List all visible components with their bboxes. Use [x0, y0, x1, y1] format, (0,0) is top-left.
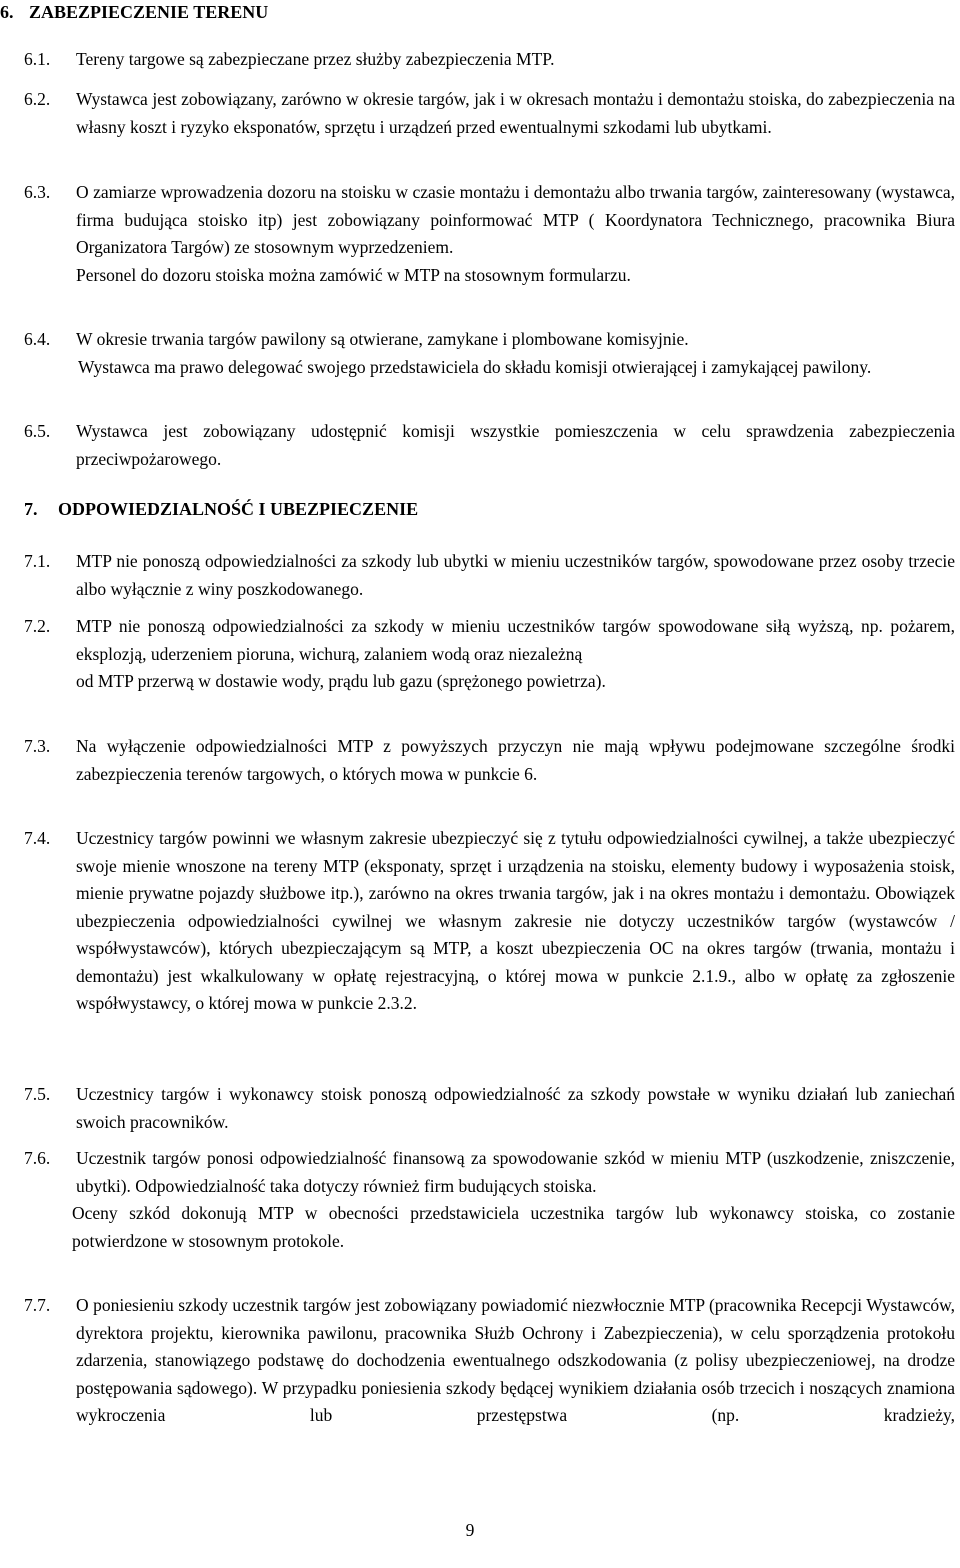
clause-7-2 — [0, 613, 960, 696]
clause-7-6 — [0, 1145, 960, 1255]
section-6-title: ZABEZPIECZENIE TERENU — [29, 2, 269, 22]
clause-text: Uczestnicy targów powinni we własnym zakresie ubezpieczyć się z tytułu odpowiedzialności cywilnej, a także ubezpieczyć swoje mienie wnoszone na tereny MTP (eksponaty, sprzęt i urządzenia na stoisku, elementy budowy i wyposażenia stoisk, mienie prywatne pojazdy służbowe itp.), zarówno na okres trwania targów, jak i na okres montażu i demontażu. Obowiązek ubezpieczenia odpowiedzialności cywilnej we własnym zakresie nie dotyczy uczestników targów (wystawców / współwystawców), których ubezpieczającym są MTP, a koszt ubezpieczenia OC na okres targów (trwania, montażu i demontażu) jest wkalkulowany w opłatę rejestracyjną, o której mowa w punkcie 2.1.9., albo w opłatę za zgłoszenie współwystawcy, o której mowa w punkcie 2.3.2. — [76, 828, 955, 1013]
clause-text: Oceny szkód dokonują MTP w obecności przedstawiciela uczestnika targów lub wykonawcy stoiska, co zostanie potwierdzone w stosownym protokole. — [72, 1203, 955, 1251]
clause-number: 7.1. — [24, 551, 51, 571]
clause-7-7 — [0, 1292, 960, 1430]
clause-number: 6.1. — [24, 49, 51, 69]
clause-7-3 — [0, 733, 960, 788]
clause-number: 6.2. — [24, 89, 51, 109]
clause-number: 6.4. — [24, 329, 51, 349]
clause-7-1 — [0, 548, 960, 603]
clause-7-4 — [0, 825, 960, 1018]
section-7-title: ODPOWIEDZIALNOŚĆ I UBEZPIECZENIE — [58, 499, 419, 519]
clause-text: Na wyłączenie odpowiedzialności MTP z powyższych przyczyn nie mają wpływu podejmowane szczególne środki zabezpieczenia terenów targowych, o których mowa w punkcie 6. — [76, 736, 955, 784]
clause-number: 7.7. — [24, 1295, 51, 1315]
clause-6-5 — [0, 418, 960, 473]
clause-text: Uczestnicy targów i wykonawcy stoisk ponoszą odpowiedzialność za szkody powstałe w wyniku działań lub zaniechań swoich pracowników. — [76, 1084, 955, 1132]
clause-text: od MTP przerwą w dostawie wody, prądu lub gazu (sprężonego powietrza). — [76, 671, 606, 691]
clause-text: Wystawca ma prawo delegować swojego przedstawiciela do składu komisji otwierającej i zamykającej pawilony. — [78, 356, 872, 377]
clause-number: 6.5. — [24, 421, 51, 441]
clause-6-4 — [0, 326, 960, 381]
clause-6-1 — [0, 46, 960, 74]
clause-text: MTP nie ponoszą odpowiedzialności za szkody w mieniu uczestników targów spowodowane siłą wyższą, np. pożarem, eksplozją, uderzeniem pioruna, wichurą, zalaniem wodą oraz niezależną — [76, 616, 955, 664]
clause-text: O zamiarze wprowadzenia dozoru na stoisku w czasie montażu i demontażu albo trwania targów, zainteresowany (wystawca, firma budująca stoisko itp) jest zobowiązany poinformować MTP ( Koordynatora Technicznego, pracownika Biura Organizatora Targów) ze stosownym wyprzedzeniem. — [76, 182, 955, 257]
clause-text: Uczestnik targów ponosi odpowiedzialność finansową za spowodowanie szkód w mieniu MTP (uszkodzenie, zniszczenie, ubytki). Odpowiedzialność taka dotyczy również firm budujących stoiska. — [76, 1148, 955, 1196]
clause-number: 7.5. — [24, 1084, 51, 1104]
section-7-number: 7. — [24, 499, 38, 519]
clause-6-2 — [0, 86, 960, 141]
clause-number: 7.4. — [24, 828, 51, 848]
clause-7-5 — [0, 1081, 960, 1136]
clause-number: 7.6. — [24, 1148, 51, 1168]
clause-text: W okresie trwania targów pawilony są otwierane, zamykane i plombowane komisyjnie. — [76, 329, 689, 349]
clause-number: 7.3. — [24, 736, 51, 756]
clause-text: MTP nie ponoszą odpowiedzialności za szkody lub ubytki w mieniu uczestników targów, spowodowane przez osoby trzecie albo wyłącznie z winy poszkodowanego. — [76, 551, 955, 599]
clause-text: Personel do dozoru stoiska można zamówić w MTP na stosownym formularzu. — [76, 264, 631, 285]
clause-text: Wystawca jest zobowiązany udostępnić komisji wszystkie pomieszczenia w celu sprawdzenia zabezpieczenia przeciwpożarowego. — [76, 421, 955, 469]
clause-text: Tereny targowe są zabezpieczane przez służby zabezpieczenia MTP. — [76, 49, 555, 69]
page-number: 9 — [465, 1520, 475, 1540]
clause-number: 7.2. — [24, 616, 51, 636]
clause-text: Wystawca jest zobowiązany, zarówno w okresie targów, jak i w okresach montażu i demontażu stoiska, do zabezpieczenia na własny koszt i ryzyko eksponatów, sprzętu i urządzeń przed ewentualnymi szkodami lub ubytkami. — [76, 89, 955, 137]
clause-number: 6.3. — [24, 182, 51, 202]
section-6-number: 6. — [0, 2, 14, 22]
clause-text: O poniesieniu szkody uczestnik targów jest zobowiązany powiadomić niezwłocznie MTP (pracownika Recepcji Wystawców, dyrektora projektu, kierownika pawilonu, pracownika Służb Ochrony i Zabezpieczenia), w celu sporządzenia protokołu zdarzenia, stanowiązego podstawę do dochodzenia ewentualnego odszkodowania (z polisy ubezpieczeniowej, na drodze postępowania sądowego). W przypadku poniesienia szkody będącej wynikiem działania osób trzecich i noszących znamiona wykroczenia lub przestępstwa (np. kradzieży, — [76, 1295, 955, 1425]
clause-6-3 — [0, 179, 960, 289]
